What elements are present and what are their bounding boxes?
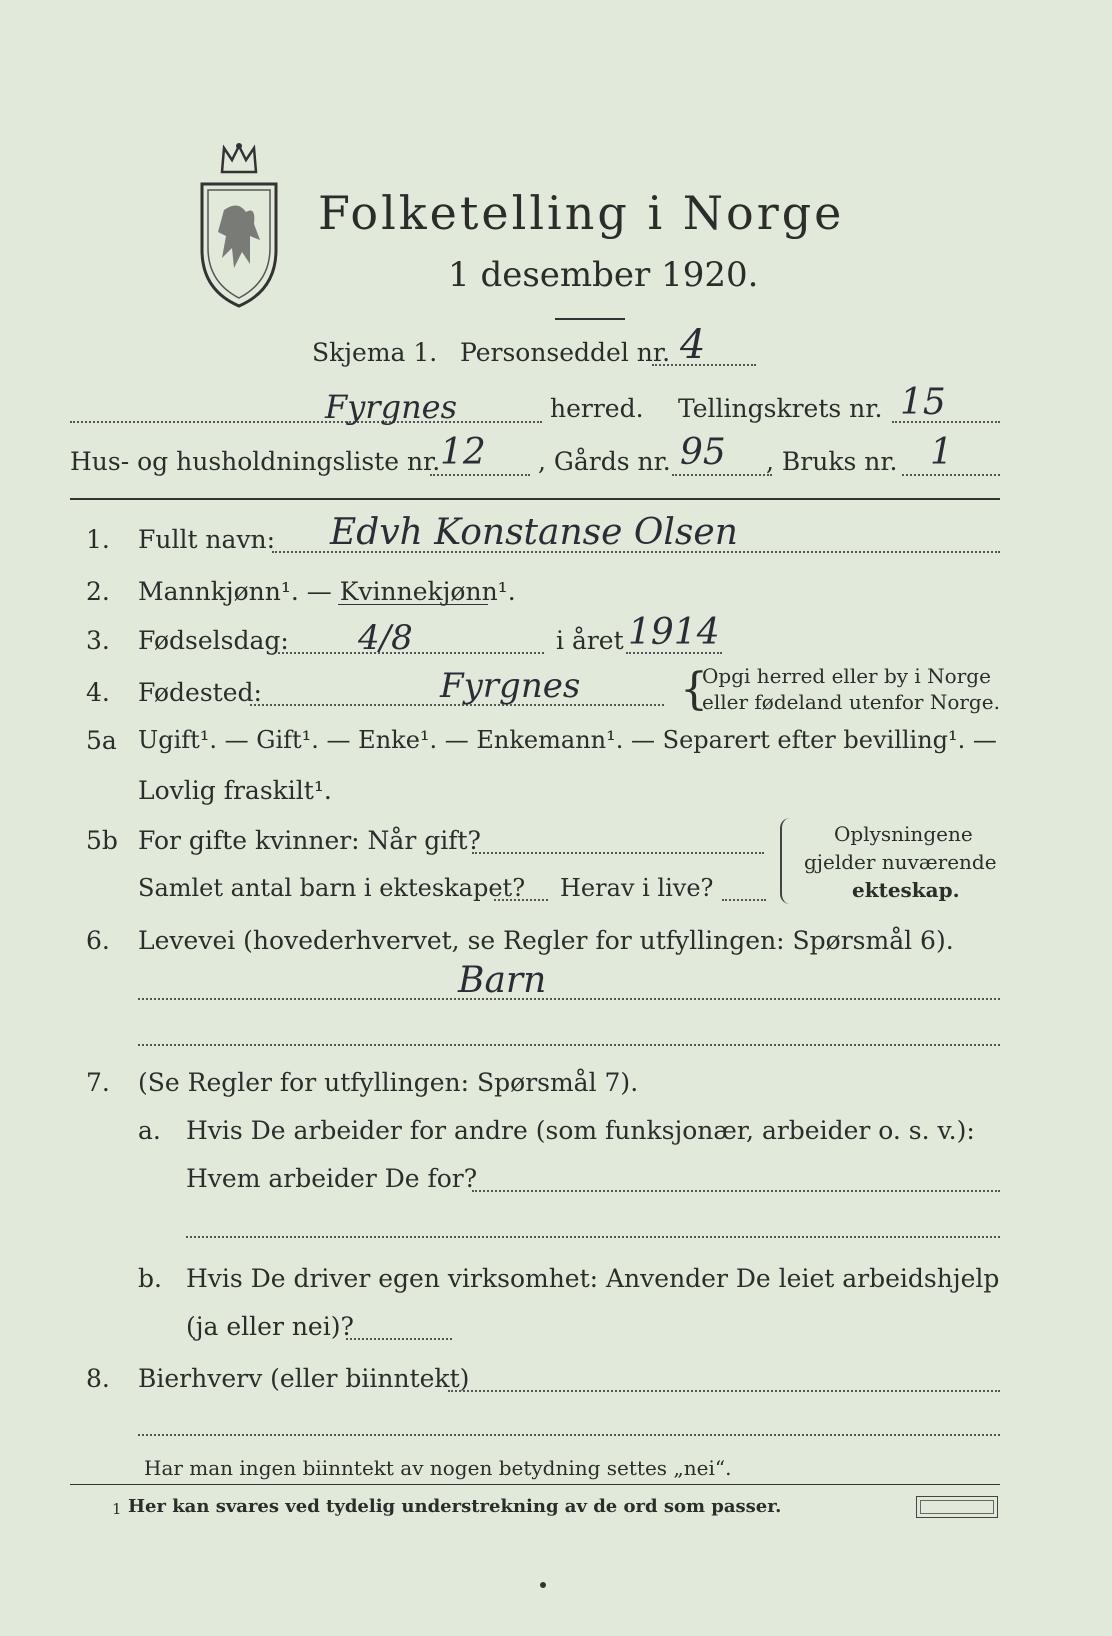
q8-label: Bierhverv (eller biinntekt) — [138, 1364, 470, 1393]
q4-note-2: eller fødeland utenfor Norge. — [702, 690, 1000, 714]
q5b-children-line — [494, 899, 548, 901]
q5b-note-2: gjelder nuværende — [804, 850, 997, 874]
q5b-label-3: Herav i live? — [560, 874, 714, 902]
q3-year-value: 1914 — [628, 612, 720, 653]
q7b-label-2: (ja eller nei)? — [186, 1312, 354, 1341]
q7a-letter: a. — [138, 1116, 161, 1145]
q4-number: 4. — [86, 678, 110, 707]
husliste-line — [430, 474, 530, 476]
q6-line-1 — [138, 998, 1000, 1000]
footnote-number: 1 — [112, 1500, 122, 1518]
bruks-line — [902, 474, 1000, 476]
q5b-bracket — [780, 818, 792, 904]
form-title: Folketelling i Norge — [318, 186, 845, 240]
q7b-letter: b. — [138, 1264, 162, 1293]
q2-label: Mannkjønn¹. — Kvinnekjønn¹. — [138, 577, 516, 606]
bruks-label: , Bruks nr. — [766, 447, 898, 476]
q6-line-2 — [138, 1044, 1000, 1046]
footer-divider — [70, 1484, 1000, 1485]
printer-stamp-icon — [916, 1496, 998, 1518]
q7-number: 7. — [86, 1068, 110, 1097]
q7b-label: Hvis De driver egen virksomhet: Anvender De leiet arbeidshjelp — [186, 1264, 1000, 1293]
q6-number: 6. — [86, 926, 110, 955]
q6-label: Levevei (hovederhvervet, se Regler for utfyllingen: Spørsmål 6). — [138, 926, 954, 955]
gards-value: 95 — [680, 432, 726, 473]
title-divider — [555, 318, 625, 320]
q3-label: Fødselsdag: — [138, 626, 289, 655]
herred-label: herred. — [550, 394, 644, 423]
herred-line — [70, 421, 542, 423]
q5b-label: For gifte kvinner: Når gift? — [138, 826, 481, 855]
q4-brace: { — [680, 664, 708, 715]
tellingskrets-label: Tellingskrets nr. — [678, 394, 883, 423]
q4-note-1: Opgi herred eller by i Norge — [702, 664, 991, 688]
q8-note: Har man ingen biinntekt av nogen betydning settes „nei“. — [144, 1456, 732, 1480]
q5b-number: 5b — [86, 826, 118, 855]
q5a-label-2: Lovlig fraskilt¹. — [138, 776, 332, 805]
q7a-line-2 — [186, 1236, 1000, 1238]
q6-value: Barn — [458, 960, 547, 1001]
q1-number: 1. — [86, 525, 110, 554]
q3-number: 3. — [86, 626, 110, 655]
herred-value: Fyrgnes — [325, 388, 458, 426]
q8-number: 8. — [86, 1364, 110, 1393]
footnote-text: Her kan svares ved tydelig understrekning av de ord som passer. — [128, 1496, 782, 1517]
husliste-label: Hus- og husholdningsliste nr. — [70, 447, 441, 476]
q7a-label-2: Hvem arbeider De for? — [186, 1164, 478, 1193]
gards-label: , Gårds nr. — [538, 447, 671, 476]
q2-underline — [338, 604, 488, 605]
q3-year-label: i året — [556, 626, 624, 655]
tellingskrets-value: 15 — [900, 382, 946, 423]
census-date: 1 desember 1920. — [448, 255, 759, 295]
q5b-label-2: Samlet antal barn i ekteskapet? — [138, 874, 526, 902]
husliste-value: 12 — [440, 432, 486, 473]
coat-of-arms-icon — [194, 140, 284, 314]
q4-value: Fyrgnes — [440, 666, 581, 706]
q3-value: 4/8 — [358, 618, 413, 658]
q5a-label: Ugift¹. — Gift¹. — Enke¹. — Enkemann¹. — Separert efter bevilling¹. — — [138, 726, 997, 754]
gards-line — [672, 474, 772, 476]
q5b-note-1: Oplysningene — [834, 822, 973, 846]
q4-label: Fødested: — [138, 678, 262, 707]
bruks-value: 1 — [930, 432, 953, 473]
q8-line-2 — [138, 1434, 1000, 1436]
q7a-label: Hvis De arbeider for andre (som funksjonær, arbeider o. s. v.): — [186, 1116, 975, 1145]
q5b-married-line — [472, 852, 764, 854]
q1-label: Fullt navn: — [138, 525, 276, 554]
section-divider — [70, 498, 1000, 500]
q5b-alive-line — [722, 899, 766, 901]
q5b-note-3: ekteskap. — [852, 878, 960, 902]
q1-value: Edvh Konstanse Olsen — [330, 512, 738, 553]
personseddel-label: Personseddel nr. — [460, 338, 671, 367]
q7-label: (Se Regler for utfyllingen: Spørsmål 7). — [138, 1068, 639, 1097]
schema-label: Skjema 1. — [312, 338, 438, 367]
q2-number: 2. — [86, 577, 110, 606]
q7b-line — [346, 1338, 452, 1340]
q7a-line-1 — [472, 1190, 1000, 1192]
dot-mark — [540, 1582, 546, 1588]
q5a-number: 5a — [86, 726, 117, 755]
q8-line-1 — [448, 1390, 1000, 1392]
personseddel-value: 4 — [680, 322, 706, 368]
